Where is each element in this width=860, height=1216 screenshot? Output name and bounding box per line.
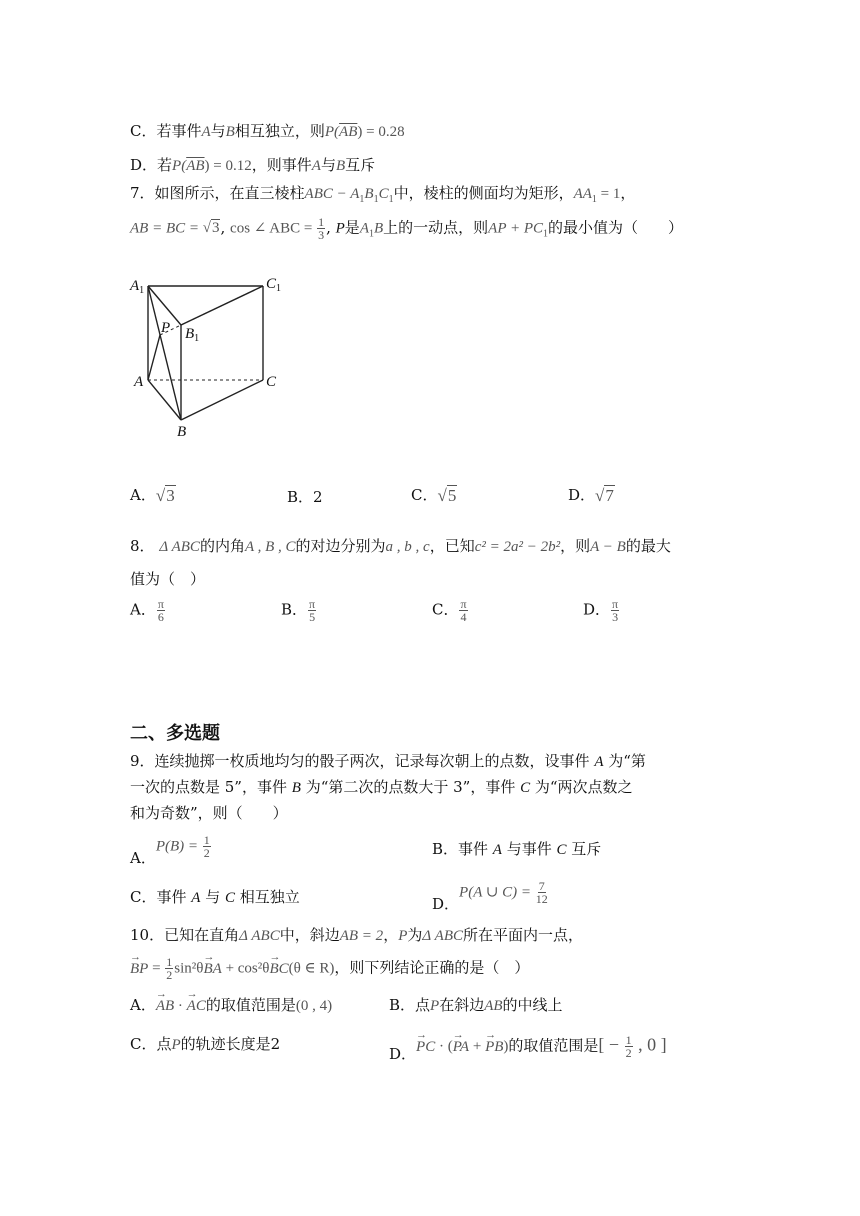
edge-ap [148,335,160,380]
q9-option-b: B．事件 A 与事件 C 互斥 [432,840,602,858]
label-a1: $A_1$ [130,278,145,296]
q10-option-b: B．点P在斜边AB的中线上 [389,996,563,1014]
label-c1: $C_1$ [266,276,282,294]
question-7-line-1: 7．如图所示，在直三棱柱ABC − $A_1B_1C_1$中，棱柱的侧面均为矩形，$AA_1 = 1$， [130,184,636,205]
q7-option-a: A．√3 [130,486,175,505]
sqrt-symbol: √3 [202,220,220,236]
q10-option-a: A． → AB · → AC的取值范围是(0 , 4) [130,988,333,1014]
label-b: B [177,424,187,440]
fraction: $\frac{1}{3}$ [318,215,325,242]
question-9-line-2: 一次的点数是 5”，事件 B 为“第二次的点数大于 3”，事件 C 为“两次点数之 [130,778,633,796]
q8-option-c: C． $\frac{\pi}{4}$ [432,597,467,624]
question-10-line-1: 10．已知在直角Δ ABC中，斜边AB = 2，P为Δ ABC所在平面内一点， [130,926,584,944]
q8-option-b: B． $\frac{\pi}{5}$ [281,597,316,624]
label-b1: $B_1$ [185,326,200,344]
label-p: P [161,320,171,336]
question-9-line-1: 9．连续抛掷一枚质地均匀的骰子两次，记录每次朝上的点数，设事件 A 为“第 [130,752,646,770]
question-9-line-3: 和为奇数”，则（ ） [130,804,288,822]
q7-option-d: D．√7 [568,486,614,505]
label-c: C [266,374,277,390]
question-8-line-1: 8． Δ ABC的内角A , B , C的对边分别为a , b , c，已知c² = 2a² − 2b²，则A − B的最大 [130,537,671,555]
prism-figure [128,270,288,445]
question-7-line-2: AB = BC = √3, cos ∠ ABC = $\frac{1}{3}$ , P是$A_1B$上的一动点，则AP + $PC_1$的最小值为（ ） [130,215,684,242]
label-a: A [134,374,144,390]
q10-option-d: D． → PC · ( → PA + → PB)的取值范围是[ − $\frac{1}{2}$ , 0 ] [389,1028,667,1063]
q9-option-a: A．P(B) = $\frac{1}{2}$ [130,833,210,867]
question-10-line-2: → BP = $\frac{1}{2}$ sin²θ → BA + cos²θ → BC(θ ∈ R)，则下列结论正确的是（ ） [130,950,530,982]
edge-bc [181,380,263,420]
option-c-line: C．若事件A与B相互独立，则$P(\overline{AB}) = 0.28$ [130,122,405,140]
q8-option-a: A． $\frac{\pi}{6}$ [130,597,164,624]
section-title: 二、多选题 [130,723,220,744]
question-8-line-2: 值为（ ） [130,570,206,588]
q9-option-c: C．事件 A 与 C 相互独立 [130,888,300,906]
q9-option-d: D．P(A ∪ C) = $\frac{7}{12}$ [432,879,548,913]
q7-option-b: B．2 [287,488,323,506]
option-d-line: D．若$P(\overline{AB}) = 0.12$，则事件A与B互斥 [130,156,376,174]
q7-option-c: C．√5 [411,486,457,505]
q8-option-d: D． $\frac{\pi}{3}$ [583,597,619,624]
q10-option-c: C．点P的轨迹长度是2 [130,1035,281,1053]
